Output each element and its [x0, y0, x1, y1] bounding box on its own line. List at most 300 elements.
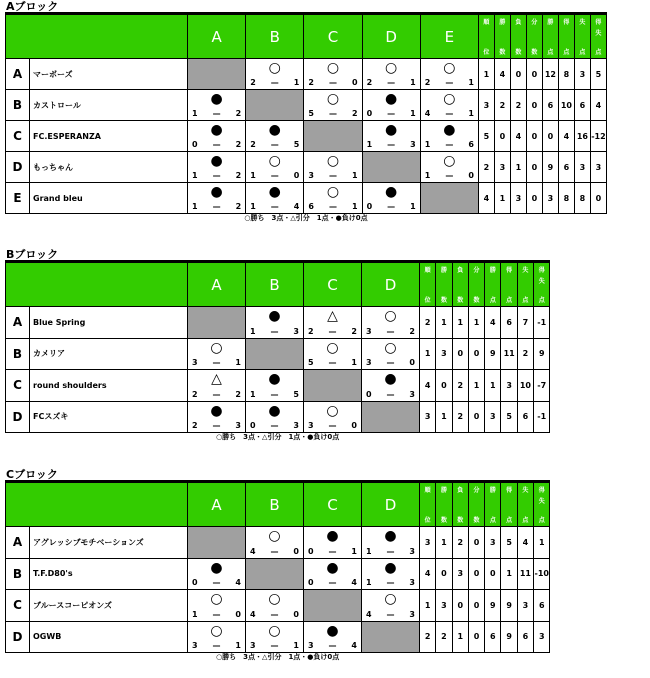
- score-against: 4: [351, 641, 357, 650]
- column-header-stat: [468, 483, 484, 527]
- stat-header-top: 負: [515, 19, 522, 26]
- column-header-team: B: [246, 483, 304, 527]
- stat-value: 6: [517, 401, 533, 433]
- score-dash: —: [328, 78, 337, 87]
- score-dash: —: [387, 202, 396, 211]
- stat-value: 7: [517, 307, 533, 339]
- stat-value: 1: [420, 338, 436, 370]
- match-score: [192, 390, 241, 399]
- stat-header-bot: 位: [424, 297, 431, 304]
- team-name: マーボーズ: [30, 59, 188, 90]
- score-for: 6: [308, 202, 314, 211]
- score-for: 2: [192, 421, 198, 430]
- stat-value: 9: [501, 621, 517, 653]
- score-against: 0: [235, 609, 241, 619]
- team-name: もっちゃん: [30, 152, 188, 183]
- score-for: 5: [308, 358, 314, 367]
- result-mark-icon: ○: [210, 339, 223, 356]
- match-score: [250, 641, 299, 650]
- score-dash: —: [270, 171, 279, 180]
- stat-value: 1: [468, 307, 484, 339]
- stat-value: 0: [590, 183, 606, 214]
- match-score: [425, 78, 474, 87]
- team-name: アグレッシブモチベーションズ: [30, 527, 188, 559]
- score-against: 3: [293, 326, 299, 336]
- result-mark-icon: ○: [268, 591, 281, 607]
- stat-value: 0: [510, 59, 526, 90]
- team-name: Blue Spring: [30, 307, 188, 339]
- column-header-stat: [485, 483, 501, 527]
- result-mark-icon: ●: [385, 184, 398, 200]
- stat-value: 1: [420, 590, 436, 622]
- stat-value: 0: [452, 338, 468, 370]
- result-mark-icon: ●: [210, 91, 223, 107]
- result-mark-icon: △: [327, 308, 338, 324]
- stat-header-top: 得: [506, 267, 513, 274]
- table-row: [6, 401, 550, 433]
- stat-header-bot: 点: [489, 517, 496, 524]
- score-dash: —: [212, 140, 221, 149]
- score-dash: —: [386, 389, 395, 399]
- stat-value: 2: [420, 307, 436, 339]
- column-header-stat: [534, 483, 550, 527]
- match-score: [250, 547, 299, 556]
- table-row: [6, 370, 550, 402]
- stat-header-bot: 数: [515, 49, 522, 56]
- stat-header-top: 勝: [440, 487, 447, 494]
- self-match-cell: [246, 338, 304, 370]
- stat-header-top: 分: [531, 19, 538, 26]
- stat-value: 6: [501, 307, 517, 339]
- column-header-stat: [485, 263, 501, 307]
- score-dash: —: [445, 109, 454, 118]
- result-mark-icon: ●: [268, 122, 281, 138]
- match-score: [192, 109, 241, 118]
- stat-value: 2: [452, 401, 468, 433]
- team-name: Grand bleu: [30, 183, 188, 214]
- match-score: [250, 140, 299, 149]
- stat-value: 12: [542, 59, 558, 90]
- score-for: 3: [366, 358, 372, 367]
- score-against: 1: [410, 109, 416, 118]
- column-header-team: D: [362, 263, 420, 307]
- stat-value: 5: [478, 121, 494, 152]
- score-for: 2: [250, 78, 256, 87]
- stat-header-top: 勝: [440, 267, 447, 274]
- score-for: 1: [366, 546, 372, 556]
- match-score: [308, 421, 357, 430]
- match-result-cell: [188, 401, 246, 433]
- match-result-cell: [420, 152, 478, 183]
- stat-value: 3: [574, 59, 590, 90]
- score-for: 1: [250, 171, 256, 180]
- stat-value: 3: [501, 370, 517, 402]
- result-mark-icon: △: [211, 371, 222, 387]
- stat-header-top: 勝: [489, 267, 496, 274]
- stat-value: 5: [501, 401, 517, 433]
- match-result-cell: [188, 183, 246, 214]
- match-score: [192, 358, 241, 367]
- result-mark-icon: ●: [326, 622, 339, 639]
- stat-value: 2: [420, 621, 436, 653]
- stat-value: 3: [574, 152, 590, 183]
- stat-header-bot: 数: [473, 297, 480, 304]
- team-letter: C: [6, 121, 30, 152]
- match-result-cell: [304, 307, 362, 339]
- header-corner: [6, 15, 188, 59]
- match-result-cell: [304, 152, 362, 183]
- result-mark-icon: ○: [326, 60, 340, 76]
- score-for: 2: [250, 140, 256, 149]
- match-score: [308, 78, 357, 87]
- stat-value: 0: [526, 121, 542, 152]
- stat-value: 4: [558, 121, 574, 152]
- result-mark-icon: ○: [443, 153, 456, 169]
- stat-header-bot: 点: [538, 297, 545, 304]
- score-for: 1: [192, 109, 198, 118]
- match-score: [425, 171, 474, 180]
- table-row: [6, 527, 550, 559]
- stat-value: 1: [510, 152, 526, 183]
- match-score: [192, 641, 241, 650]
- score-against: 0: [351, 78, 358, 87]
- stat-value: 1: [452, 307, 468, 339]
- column-header-team: C: [304, 15, 362, 59]
- score-for: 2: [308, 326, 314, 336]
- stat-header-bot: 点: [563, 49, 570, 56]
- self-match-cell: [246, 90, 304, 121]
- score-for: 4: [250, 546, 256, 556]
- score-dash: —: [445, 78, 454, 87]
- result-mark-icon: ●: [268, 308, 281, 324]
- score-for: 0: [192, 140, 198, 149]
- column-header-stat: [468, 263, 484, 307]
- result-mark-icon: ○: [326, 184, 340, 200]
- stat-header-bot: 点: [595, 49, 602, 56]
- match-result-cell: [304, 558, 362, 590]
- stat-value: 0: [526, 90, 542, 121]
- stat-value: 4: [478, 183, 494, 214]
- stat-value: 2: [436, 621, 452, 653]
- match-score: [308, 109, 357, 118]
- score-for: 1: [250, 326, 256, 336]
- block-title: Cブロック: [5, 469, 550, 482]
- score-against: 0: [409, 358, 415, 367]
- score-for: 1: [424, 171, 431, 180]
- stat-value: 0: [468, 401, 484, 433]
- result-mark-icon: ○: [268, 153, 281, 169]
- team-name: OGWB: [30, 621, 188, 653]
- stat-value: 3: [590, 152, 606, 183]
- score-for: 3: [308, 421, 314, 430]
- stat-header-top: 負: [457, 267, 464, 274]
- block-0: [5, 1, 607, 223]
- column-header-stat: [478, 15, 494, 59]
- column-header-stat: [501, 483, 517, 527]
- result-mark-icon: ●: [268, 184, 281, 200]
- match-result-cell: [246, 621, 304, 653]
- result-mark-icon: ●: [384, 371, 397, 387]
- table-row: [6, 558, 550, 590]
- match-result-cell: [246, 590, 304, 622]
- legend: ○勝ち 3点・△引分 1点・●負け0点: [216, 433, 340, 441]
- score-for: 0: [192, 578, 198, 587]
- match-result-cell: [246, 152, 304, 183]
- score-for: 0: [366, 389, 372, 399]
- score-against: 6: [468, 140, 474, 149]
- stat-value: 2: [494, 90, 510, 121]
- result-mark-icon: ●: [385, 122, 398, 138]
- result-mark-icon: ○: [384, 591, 397, 607]
- team-name: T.F.D80's: [30, 558, 188, 590]
- score-dash: —: [212, 109, 221, 118]
- match-result-cell: [188, 621, 246, 653]
- match-result-cell: [188, 338, 246, 370]
- result-mark-icon: ○: [384, 308, 397, 324]
- stat-value: 1: [468, 370, 484, 402]
- score-dash: —: [270, 421, 279, 430]
- standings-table: [5, 14, 607, 214]
- match-result-cell: [246, 370, 304, 402]
- stat-value: 6: [574, 90, 590, 121]
- stat-value: 0: [542, 121, 558, 152]
- team-letter: C: [6, 370, 30, 402]
- score-against: 1: [351, 171, 358, 180]
- stat-header-bot: 数: [473, 517, 480, 524]
- match-score: [308, 327, 357, 336]
- stat-value: 4: [494, 59, 510, 90]
- result-mark-icon: ○: [326, 402, 339, 419]
- score-against: 3: [293, 421, 299, 430]
- team-letter: B: [6, 90, 30, 121]
- match-result-cell: [246, 59, 304, 90]
- stat-value: 3: [420, 401, 436, 433]
- stat-header-mid: 失: [538, 278, 545, 285]
- column-header-stat: [436, 483, 452, 527]
- match-score: [250, 327, 299, 336]
- score-for: 4: [250, 609, 256, 619]
- score-for: 4: [424, 109, 431, 118]
- match-score: [366, 610, 415, 619]
- column-header-stat: [534, 263, 550, 307]
- score-dash: —: [212, 578, 221, 587]
- score-against: 5: [293, 389, 299, 399]
- result-mark-icon: ●: [210, 122, 223, 138]
- score-for: 0: [250, 421, 256, 430]
- result-mark-icon: ●: [268, 371, 281, 387]
- column-header-team: B: [246, 263, 304, 307]
- score-against: 1: [410, 202, 416, 211]
- stat-header-top: 得: [506, 487, 513, 494]
- result-mark-icon: ○: [443, 60, 456, 76]
- match-result-cell: [362, 307, 420, 339]
- stat-header-top: 分: [473, 487, 480, 494]
- stat-header-bot: 数: [531, 49, 538, 56]
- column-header-stat: [494, 15, 510, 59]
- score-dash: —: [270, 326, 279, 336]
- stat-header-top: 順: [424, 487, 431, 494]
- score-against: 4: [351, 578, 357, 587]
- score-dash: —: [387, 140, 396, 149]
- score-for: 2: [192, 389, 198, 399]
- score-for: 4: [366, 609, 372, 619]
- score-dash: —: [270, 78, 279, 87]
- stat-header-bot: 点: [538, 517, 545, 524]
- match-result-cell: [362, 590, 420, 622]
- match-result-cell: [362, 558, 420, 590]
- team-name: FCスズキ: [30, 401, 188, 433]
- stat-header-top: 分: [473, 267, 480, 274]
- table-row: [6, 59, 607, 90]
- score-for: 0: [308, 546, 314, 556]
- score-dash: —: [212, 171, 221, 180]
- score-against: 0: [293, 609, 299, 619]
- match-result-cell: [188, 152, 246, 183]
- match-result-cell: [362, 121, 420, 152]
- match-result-cell: [362, 90, 420, 121]
- score-for: 1: [192, 171, 198, 180]
- score-dash: —: [212, 609, 221, 619]
- match-score: [367, 109, 416, 118]
- stat-header-bot: 点: [489, 297, 496, 304]
- team-letter: B: [6, 558, 30, 590]
- stat-value: 4: [420, 370, 436, 402]
- stat-value: 6: [517, 621, 533, 653]
- block-2: [5, 469, 550, 662]
- column-header-stat: [501, 263, 517, 307]
- stat-header-bot: 位: [483, 49, 490, 56]
- match-score: [192, 610, 241, 619]
- stat-value: 1: [534, 527, 550, 559]
- stat-value: 8: [558, 183, 574, 214]
- self-match-cell: [362, 401, 420, 433]
- score-against: 1: [293, 641, 299, 650]
- match-result-cell: [304, 621, 362, 653]
- score-for: 1: [366, 140, 373, 149]
- stat-value: 0: [468, 590, 484, 622]
- stat-value: 3: [420, 527, 436, 559]
- score-dash: —: [328, 578, 337, 587]
- stat-value: 4: [485, 307, 501, 339]
- match-result-cell: [246, 183, 304, 214]
- score-for: 1: [192, 609, 198, 619]
- score-dash: —: [386, 546, 395, 556]
- table-row: [6, 121, 607, 152]
- score-for: 1: [250, 202, 256, 211]
- table-row: [6, 338, 550, 370]
- score-against: 0: [468, 171, 474, 180]
- stat-value: 9: [485, 338, 501, 370]
- result-mark-icon: ●: [443, 122, 456, 138]
- stat-header-bot: 数: [440, 297, 447, 304]
- match-score: [308, 641, 357, 650]
- stat-header-bot: 点: [579, 49, 586, 56]
- stat-value: 3: [542, 183, 558, 214]
- standings-table: [5, 262, 550, 433]
- stat-value: 6: [534, 590, 550, 622]
- block-title: Aブロック: [5, 1, 607, 14]
- stat-value: 3: [452, 558, 468, 590]
- score-dash: —: [212, 358, 221, 367]
- match-result-cell: [246, 307, 304, 339]
- match-result-cell: [362, 527, 420, 559]
- stat-value: -1: [534, 401, 550, 433]
- score-for: 3: [250, 641, 256, 650]
- match-score: [366, 327, 415, 336]
- stat-value: 9: [501, 590, 517, 622]
- column-header-team: A: [188, 263, 246, 307]
- team-letter: C: [6, 590, 30, 622]
- stat-value: -1: [534, 307, 550, 339]
- match-result-cell: [188, 558, 246, 590]
- stat-value: 8: [558, 59, 574, 90]
- score-against: 0: [293, 546, 299, 556]
- stat-value: 3: [517, 590, 533, 622]
- stat-value: 3: [494, 152, 510, 183]
- score-for: 1: [424, 140, 431, 149]
- stat-value: 2: [452, 527, 468, 559]
- score-against: 2: [351, 326, 357, 336]
- score-for: 3: [308, 171, 314, 180]
- stat-value: 0: [526, 152, 542, 183]
- column-header-stat: [510, 15, 526, 59]
- stat-value: 3: [436, 338, 452, 370]
- score-dash: —: [328, 546, 337, 556]
- stat-value: 2: [517, 338, 533, 370]
- result-mark-icon: ○: [326, 153, 340, 169]
- stat-value: 10: [558, 90, 574, 121]
- self-match-cell: [304, 121, 362, 152]
- score-against: 3: [409, 389, 415, 399]
- match-score: [250, 78, 299, 87]
- stat-header-bot: 点: [547, 49, 554, 56]
- score-dash: —: [270, 140, 279, 149]
- team-name: カメリア: [30, 338, 188, 370]
- team-name: FC.ESPERANZA: [30, 121, 188, 152]
- score-against: 1: [468, 78, 474, 87]
- team-letter: D: [6, 401, 30, 433]
- score-against: 1: [235, 358, 241, 367]
- match-score: [250, 202, 299, 211]
- match-result-cell: [362, 183, 420, 214]
- self-match-cell: [304, 590, 362, 622]
- score-against: 1: [293, 78, 300, 87]
- match-score: [308, 202, 357, 211]
- score-dash: —: [387, 78, 396, 87]
- score-for: 2: [424, 78, 431, 87]
- column-header-stat: [436, 263, 452, 307]
- standings-table: [5, 482, 550, 653]
- score-dash: —: [328, 421, 337, 430]
- score-for: 3: [366, 326, 372, 336]
- self-match-cell: [304, 370, 362, 402]
- self-match-cell: [188, 307, 246, 339]
- match-score: [250, 421, 299, 430]
- match-score: [367, 78, 416, 87]
- score-dash: —: [328, 641, 337, 650]
- score-against: 1: [410, 78, 416, 87]
- stat-header-bot: 数: [457, 297, 464, 304]
- stat-value: 0: [468, 558, 484, 590]
- score-against: 2: [235, 140, 242, 149]
- column-header-stat: [558, 15, 574, 59]
- score-dash: —: [270, 641, 279, 650]
- stat-header-top: 得: [538, 487, 545, 494]
- column-header-team: C: [304, 483, 362, 527]
- match-score: [308, 578, 357, 587]
- stat-value: 1: [478, 59, 494, 90]
- stat-value: 9: [542, 152, 558, 183]
